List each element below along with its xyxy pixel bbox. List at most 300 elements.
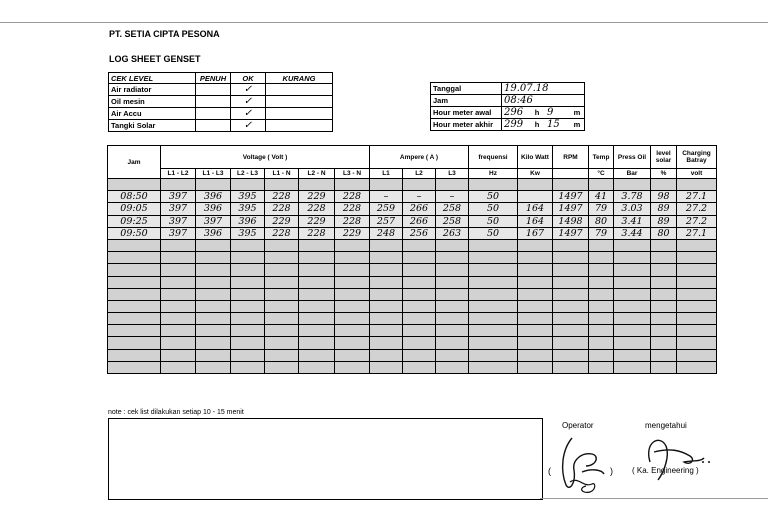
cek-level-kurang	[266, 120, 333, 132]
empty-cell	[553, 313, 589, 325]
empty-cell	[299, 349, 335, 361]
unit-kw: Kw	[518, 169, 553, 179]
empty-cell	[161, 288, 196, 300]
empty-cell	[370, 300, 403, 312]
cell-frequensi: 50	[469, 227, 518, 239]
empty-cell	[108, 252, 161, 264]
cek-level-penuh	[196, 108, 231, 120]
empty-cell	[677, 276, 717, 288]
empty-cell	[196, 264, 231, 276]
cell-l3-n: 228	[335, 203, 370, 215]
table-row-empty	[108, 288, 717, 300]
cell-l2-n: 228	[299, 203, 335, 215]
company-name: PT. SETIA CIPTA PESONA	[109, 29, 220, 39]
empty-cell	[589, 361, 614, 373]
operator-label: Operator	[562, 421, 594, 430]
cell-rpm: 1497	[553, 227, 589, 239]
cell-l1-n: 228	[265, 203, 299, 215]
table-row-empty	[108, 300, 717, 312]
empty-cell	[335, 313, 370, 325]
cell-frequensi: 50	[469, 203, 518, 215]
empty-cell	[403, 300, 436, 312]
empty-cell	[518, 264, 553, 276]
empty-cell	[518, 288, 553, 300]
empty-cell	[231, 300, 265, 312]
cell-ampere-l3: –	[436, 191, 469, 203]
empty-cell	[677, 288, 717, 300]
empty-cell	[553, 337, 589, 349]
empty-cell	[677, 300, 717, 312]
empty-cell	[196, 300, 231, 312]
empty-cell	[370, 252, 403, 264]
empty-cell	[589, 313, 614, 325]
empty-cell	[436, 276, 469, 288]
cek-level-kurang	[266, 108, 333, 120]
empty-cell	[403, 276, 436, 288]
header-level-solar: level solar	[651, 146, 677, 169]
cell-kilo-watt: 164	[518, 215, 553, 227]
table-row-empty	[108, 313, 717, 325]
empty-cell	[265, 325, 299, 337]
empty-cell	[677, 252, 717, 264]
hm-akhir-hours: 299	[502, 119, 533, 131]
empty-cell	[436, 361, 469, 373]
cek-level-table	[108, 72, 333, 132]
table-row-empty	[108, 361, 717, 373]
empty-cell	[518, 313, 553, 325]
empty-cell	[469, 252, 518, 264]
empty-cell	[677, 361, 717, 373]
cell-level-solar: 80	[651, 227, 677, 239]
cek-level-row	[109, 108, 333, 120]
empty-cell	[589, 349, 614, 361]
empty-cell	[370, 313, 403, 325]
empty-cell	[161, 252, 196, 264]
empty-cell	[518, 325, 553, 337]
empty-cell	[265, 349, 299, 361]
empty-cell	[299, 300, 335, 312]
cek-level-ok-checkmark: ✓	[231, 84, 266, 96]
empty-cell	[677, 264, 717, 276]
empty-cell	[518, 300, 553, 312]
cell-l3-n: 228	[335, 191, 370, 203]
empty-cell	[265, 337, 299, 349]
cek-level-penuh	[196, 84, 231, 96]
empty-cell	[265, 239, 299, 251]
cek-level-penuh	[196, 120, 231, 132]
subheader-l1-l3: L1 - L3	[196, 169, 231, 179]
table-row-empty	[108, 239, 717, 251]
cell-jam: 09:25	[108, 215, 161, 227]
cell-l1-l2: 397	[161, 203, 196, 215]
empty-cell	[161, 349, 196, 361]
empty-cell	[518, 252, 553, 264]
hm-akhir-h-unit: h	[533, 119, 545, 131]
empty-cell	[299, 325, 335, 337]
empty-cell	[108, 361, 161, 373]
empty-cell	[553, 276, 589, 288]
empty-cell	[677, 325, 717, 337]
subheader-l1-l2: L1 - L2	[161, 169, 196, 179]
table-row	[108, 227, 717, 239]
cell-ampere-l2: 266	[403, 203, 436, 215]
empty-cell	[651, 349, 677, 361]
empty-cell	[265, 288, 299, 300]
tanggal-label: Tanggal	[431, 83, 502, 95]
empty-cell	[614, 300, 651, 312]
empty-cell	[651, 337, 677, 349]
empty-cell	[370, 288, 403, 300]
empty-cell	[436, 252, 469, 264]
empty-cell	[299, 264, 335, 276]
header-kilo-watt: Kilo Watt	[518, 146, 553, 169]
bottom-rule	[540, 498, 768, 499]
cell-l2-l3: 395	[231, 227, 265, 239]
empty-cell	[299, 239, 335, 251]
cell-press-oil: 3.44	[614, 227, 651, 239]
empty-cell	[518, 276, 553, 288]
empty-cell	[196, 337, 231, 349]
empty-cell	[589, 264, 614, 276]
cell-temp: 79	[589, 203, 614, 215]
cell-l3-n: 228	[335, 215, 370, 227]
empty-cell	[614, 252, 651, 264]
empty-cell	[436, 325, 469, 337]
cell-l1-l3: 396	[196, 203, 231, 215]
empty-cell	[108, 337, 161, 349]
empty-cell	[403, 349, 436, 361]
empty-cell	[614, 276, 651, 288]
empty-cell	[651, 239, 677, 251]
empty-cell	[677, 313, 717, 325]
empty-cell	[231, 337, 265, 349]
empty-cell	[553, 252, 589, 264]
cell-ampere-l1: 259	[370, 203, 403, 215]
cell-charging: 27.2	[677, 215, 717, 227]
empty-cell	[553, 300, 589, 312]
empty-cell	[651, 361, 677, 373]
empty-cell	[403, 252, 436, 264]
ka-engineering-label: ( Ka. Engineering )	[632, 466, 699, 475]
empty-cell	[161, 239, 196, 251]
empty-cell	[553, 264, 589, 276]
empty-cell	[436, 349, 469, 361]
cek-level-header	[109, 73, 333, 84]
cek-level-header-kurang: KURANG	[266, 73, 333, 84]
info-table	[430, 82, 585, 131]
empty-cell	[614, 361, 651, 373]
tanggal-value: 19.07.18	[502, 83, 585, 95]
cell-frequensi: 50	[469, 191, 518, 203]
empty-cell	[370, 361, 403, 373]
empty-cell	[553, 361, 589, 373]
hm-awal-minutes: 9	[545, 107, 572, 119]
jam-label: Jam	[431, 95, 502, 107]
empty-cell	[589, 325, 614, 337]
cell-l1-n: 228	[265, 191, 299, 203]
empty-cell	[108, 276, 161, 288]
cek-level-item: Tangki Solar	[109, 120, 196, 132]
empty-cell	[196, 239, 231, 251]
cell-kilo-watt: 167	[518, 227, 553, 239]
cek-level-row	[109, 84, 333, 96]
empty-cell	[196, 313, 231, 325]
empty-cell	[403, 288, 436, 300]
empty-cell	[469, 288, 518, 300]
table-row-empty	[108, 276, 717, 288]
cell-rpm: 1498	[553, 215, 589, 227]
hm-awal-label: Hour meter awal	[431, 107, 502, 119]
empty-cell	[677, 337, 717, 349]
empty-cell	[161, 361, 196, 373]
empty-cell	[589, 252, 614, 264]
hm-akhir-label: Hour meter akhir	[431, 119, 502, 131]
empty-cell	[436, 239, 469, 251]
empty-cell	[161, 264, 196, 276]
empty-cell	[108, 325, 161, 337]
empty-cell	[231, 252, 265, 264]
cek-level-item: Oil mesin	[109, 96, 196, 108]
empty-cell	[231, 313, 265, 325]
empty-cell	[370, 325, 403, 337]
empty-cell	[589, 239, 614, 251]
empty-cell	[436, 288, 469, 300]
empty-cell	[335, 300, 370, 312]
cell-l2-l3: 396	[231, 215, 265, 227]
genset-log-table	[107, 145, 717, 374]
subheader-l1: L1	[370, 169, 403, 179]
table-row	[108, 203, 717, 215]
hm-akhir-minutes: 15	[545, 119, 572, 131]
blank-rows	[108, 239, 717, 373]
table-row-empty	[108, 264, 717, 276]
top-rule	[0, 22, 768, 23]
cell-l2-n: 229	[299, 191, 335, 203]
table-header-row	[108, 146, 717, 169]
empty-cell	[651, 264, 677, 276]
empty-cell	[469, 313, 518, 325]
cell-ampere-l1: 257	[370, 215, 403, 227]
empty-cell	[370, 276, 403, 288]
mengetahui-label: mengetahui	[645, 421, 687, 430]
empty-cell	[651, 288, 677, 300]
empty-cell	[469, 361, 518, 373]
empty-cell	[436, 313, 469, 325]
empty-cell	[231, 349, 265, 361]
unit-celsius: °C	[589, 169, 614, 179]
empty-cell	[651, 252, 677, 264]
empty-cell	[335, 239, 370, 251]
hm-awal-hours: 296	[502, 107, 533, 119]
cell-frequensi: 50	[469, 215, 518, 227]
hm-akhir-m-unit: m	[572, 119, 585, 131]
empty-cell	[614, 313, 651, 325]
cek-level-row	[109, 120, 333, 132]
hm-awal-m-unit: m	[572, 107, 585, 119]
empty-cell	[614, 288, 651, 300]
subheader-l3-n: L3 - N	[335, 169, 370, 179]
empty-cell	[469, 349, 518, 361]
empty-cell	[403, 337, 436, 349]
cell-temp: 80	[589, 215, 614, 227]
header-temp: Temp	[589, 146, 614, 169]
cell-l1-l2: 397	[161, 191, 196, 203]
empty-cell	[677, 349, 717, 361]
empty-cell	[299, 313, 335, 325]
unit-percent: %	[651, 169, 677, 179]
empty-cell	[469, 325, 518, 337]
cell-l3-n: 229	[335, 227, 370, 239]
empty-cell	[651, 313, 677, 325]
empty-cell	[299, 276, 335, 288]
empty-cell	[299, 337, 335, 349]
header-charging-batray: Charging Batray	[677, 146, 717, 169]
empty-cell	[518, 239, 553, 251]
cell-rpm: 1497	[553, 203, 589, 215]
empty-cell	[231, 264, 265, 276]
empty-cell	[265, 361, 299, 373]
empty-cell	[161, 313, 196, 325]
empty-cell	[651, 325, 677, 337]
cell-l2-n: 228	[299, 227, 335, 239]
operator-paren-close: )	[610, 466, 613, 476]
empty-cell	[265, 300, 299, 312]
empty-cell	[108, 264, 161, 276]
empty-cell	[651, 300, 677, 312]
empty-cell	[196, 325, 231, 337]
cell-press-oil: 3.41	[614, 215, 651, 227]
empty-cell	[299, 252, 335, 264]
header-jam: Jam	[108, 146, 161, 179]
empty-cell	[108, 313, 161, 325]
table-row	[108, 191, 717, 203]
empty-cell	[518, 361, 553, 373]
cell-l2-l3: 395	[231, 191, 265, 203]
empty-cell	[469, 300, 518, 312]
cell-l2-l3: 395	[231, 203, 265, 215]
cell-kilo-watt: 164	[518, 203, 553, 215]
empty-cell	[403, 313, 436, 325]
cek-level-row	[109, 96, 333, 108]
jam-value: 08:46	[502, 95, 585, 107]
table-row	[108, 215, 717, 227]
empty-cell	[231, 288, 265, 300]
cell-l1-n: 228	[265, 227, 299, 239]
unit-volt: volt	[677, 169, 717, 179]
cell-ampere-l3: 263	[436, 227, 469, 239]
header-ampere: Ampere ( A )	[370, 146, 469, 169]
cek-level-ok-checkmark: ✓	[231, 108, 266, 120]
header-rpm: RPM	[553, 146, 589, 169]
empty-cell	[677, 239, 717, 251]
table-subheader-row	[108, 169, 717, 179]
empty-cell	[161, 300, 196, 312]
empty-cell	[370, 349, 403, 361]
empty-cell	[370, 264, 403, 276]
empty-cell	[196, 288, 231, 300]
ka-engineering-signature	[640, 432, 715, 487]
empty-cell	[161, 325, 196, 337]
cek-level-header-penuh: PENUH	[196, 73, 231, 84]
empty-cell	[614, 337, 651, 349]
cell-level-solar: 89	[651, 203, 677, 215]
cell-charging: 27.1	[677, 227, 717, 239]
empty-cell	[614, 325, 651, 337]
cek-level-kurang	[266, 96, 333, 108]
cell-rpm: 1497	[553, 191, 589, 203]
cell-l1-n: 229	[265, 215, 299, 227]
cek-level-header-ok: OK	[231, 73, 266, 84]
table-row-empty	[108, 325, 717, 337]
unit-rpm	[553, 169, 589, 179]
cell-ampere-l3: 258	[436, 215, 469, 227]
cek-level-item: Air radiator	[109, 84, 196, 96]
operator-paren-open: (	[548, 466, 551, 476]
empty-cell	[589, 276, 614, 288]
empty-cell	[299, 288, 335, 300]
cell-ampere-l2: –	[403, 191, 436, 203]
empty-cell	[403, 264, 436, 276]
empty-cell	[231, 239, 265, 251]
subheader-l1-n: L1 - N	[265, 169, 299, 179]
empty-cell	[196, 276, 231, 288]
empty-cell	[403, 325, 436, 337]
empty-cell	[108, 239, 161, 251]
empty-cell	[553, 239, 589, 251]
empty-cell	[108, 288, 161, 300]
note-text: note : cek list dilakukan setiap 10 - 15 menit	[108, 409, 244, 416]
empty-cell	[469, 264, 518, 276]
empty-cell	[335, 325, 370, 337]
empty-cell	[469, 239, 518, 251]
cell-temp: 79	[589, 227, 614, 239]
empty-cell	[589, 337, 614, 349]
empty-cell	[335, 337, 370, 349]
table-row-empty	[108, 252, 717, 264]
empty-cell	[335, 361, 370, 373]
note-box	[108, 418, 543, 500]
empty-cell	[196, 361, 231, 373]
info-row-jam	[431, 95, 585, 107]
empty-cell	[231, 361, 265, 373]
empty-cell	[196, 349, 231, 361]
subheader-l2-n: L2 - N	[299, 169, 335, 179]
empty-cell	[436, 300, 469, 312]
empty-cell	[370, 239, 403, 251]
cell-ampere-l2: 266	[403, 215, 436, 227]
cell-press-oil: 3.78	[614, 191, 651, 203]
cek-level-item: Air Accu	[109, 108, 196, 120]
empty-cell	[335, 288, 370, 300]
empty-cell	[553, 349, 589, 361]
empty-cell	[196, 252, 231, 264]
empty-cell	[108, 300, 161, 312]
cell-ampere-l3: 258	[436, 203, 469, 215]
empty-cell	[436, 264, 469, 276]
cell-level-solar: 89	[651, 215, 677, 227]
cell-jam: 08:50	[108, 191, 161, 203]
cek-level-kurang	[266, 84, 333, 96]
cell-l1-l3: 396	[196, 227, 231, 239]
empty-cell	[403, 239, 436, 251]
empty-cell	[469, 337, 518, 349]
empty-cell	[614, 264, 651, 276]
info-row-hm-akhir	[431, 119, 585, 131]
empty-cell	[335, 264, 370, 276]
cek-level-header-item: CEK LEVEL	[109, 73, 196, 84]
cell-l2-n: 229	[299, 215, 335, 227]
unit-hz: Hz	[469, 169, 518, 179]
